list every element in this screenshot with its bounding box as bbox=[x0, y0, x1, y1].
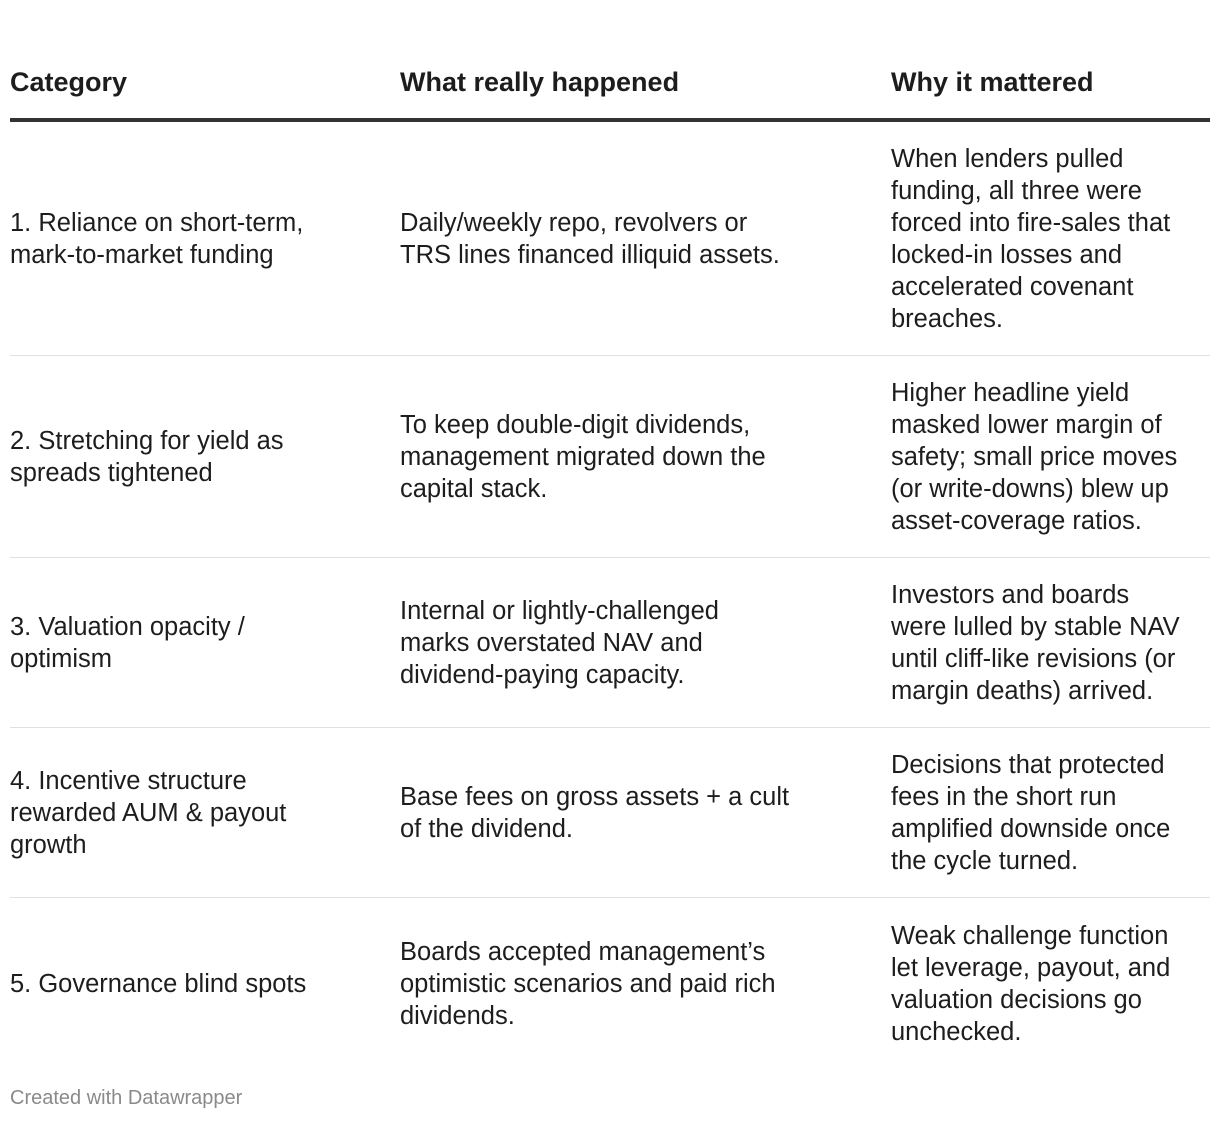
header-what-really-happened[interactable]: What really happened bbox=[400, 0, 891, 120]
table-header bbox=[10, 0, 1210, 120]
footer-credit[interactable]: Created with Datawrapper bbox=[10, 1087, 243, 1109]
cell-why bbox=[891, 120, 1210, 356]
table-row bbox=[10, 558, 1210, 728]
cell-line: dividends. bbox=[400, 1001, 515, 1030]
cell-why bbox=[891, 728, 1210, 898]
data-table bbox=[10, 0, 1210, 1069]
cell-line: mark-to-market funding bbox=[10, 240, 274, 269]
cell-what bbox=[400, 898, 891, 1070]
cell-line: (or write-downs) blew up bbox=[891, 474, 1169, 503]
cell-line: Daily/weekly repo, revolvers or bbox=[400, 208, 748, 237]
table-row bbox=[10, 356, 1210, 558]
cell-line: breaches. bbox=[891, 304, 1003, 333]
cell-line: optimistic scenarios and paid rich bbox=[400, 969, 776, 998]
cell-category bbox=[10, 898, 400, 1070]
table-body bbox=[10, 120, 1210, 1069]
cell-line: optimism bbox=[10, 644, 113, 673]
cell-line: were lulled by stable NAV bbox=[891, 612, 1180, 641]
cell-line: funding, all three were bbox=[891, 176, 1142, 205]
header-category[interactable]: Category bbox=[10, 0, 400, 120]
cell-line: forced into fire-sales that bbox=[891, 208, 1171, 237]
cell-line: valuation decisions go bbox=[891, 985, 1142, 1014]
cell-what bbox=[400, 728, 891, 898]
cell-line: management migrated down the bbox=[400, 442, 766, 471]
cell-category bbox=[10, 558, 400, 728]
cell-category bbox=[10, 356, 400, 558]
cell-line: until cliff-like revisions (or bbox=[891, 644, 1176, 673]
cell-line: 1. Reliance on short-term, bbox=[10, 208, 304, 237]
cell-category bbox=[10, 728, 400, 898]
table-row bbox=[10, 120, 1210, 356]
cell-line: rewarded AUM & payout bbox=[10, 798, 287, 827]
cell-line: capital stack. bbox=[400, 474, 548, 503]
cell-why bbox=[891, 558, 1210, 728]
cell-line: Weak challenge function bbox=[891, 921, 1169, 950]
cell-line: let leverage, payout, and bbox=[891, 953, 1171, 982]
cell-line: spreads tightened bbox=[10, 458, 213, 487]
cell-line: 5. Governance blind spots bbox=[10, 969, 307, 998]
cell-line: marks overstated NAV and bbox=[400, 628, 703, 657]
cell-line: Investors and boards bbox=[891, 580, 1130, 609]
cell-line: masked lower margin of bbox=[891, 410, 1162, 439]
cell-line: 4. Incentive structure bbox=[10, 766, 247, 795]
cell-line: To keep double-digit dividends, bbox=[400, 410, 751, 439]
cell-line: asset-coverage ratios. bbox=[891, 506, 1142, 535]
cell-line: accelerated covenant bbox=[891, 272, 1134, 301]
cell-line: margin deaths) arrived. bbox=[891, 676, 1154, 705]
table-container bbox=[10, 0, 1210, 1109]
cell-line: 2. Stretching for yield as bbox=[10, 426, 284, 455]
cell-what bbox=[400, 356, 891, 558]
cell-line: dividend-paying capacity. bbox=[400, 660, 685, 689]
cell-line: Base fees on gross assets + a cult bbox=[400, 782, 790, 811]
header-row bbox=[10, 0, 1210, 120]
cell-why bbox=[891, 356, 1210, 558]
cell-line: Boards accepted management’s bbox=[400, 937, 766, 966]
table-row bbox=[10, 728, 1210, 898]
cell-line: When lenders pulled bbox=[891, 144, 1124, 173]
cell-line: 3. Valuation opacity / bbox=[10, 612, 245, 641]
cell-line: amplified downside once bbox=[891, 814, 1171, 843]
cell-line: TRS lines financed illiquid assets. bbox=[400, 240, 780, 269]
cell-why bbox=[891, 898, 1210, 1070]
cell-category bbox=[10, 120, 400, 356]
cell-line: unchecked. bbox=[891, 1017, 1022, 1046]
cell-line: fees in the short run bbox=[891, 782, 1117, 811]
cell-line: locked-in losses and bbox=[891, 240, 1123, 269]
cell-line: of the dividend. bbox=[400, 814, 573, 843]
cell-line: Decisions that protected bbox=[891, 750, 1165, 779]
cell-line: Higher headline yield bbox=[891, 378, 1130, 407]
cell-line: Internal or lightly-challenged bbox=[400, 596, 719, 625]
cell-what bbox=[400, 558, 891, 728]
header-why-it-mattered[interactable]: Why it mattered bbox=[891, 0, 1210, 120]
cell-line: the cycle turned. bbox=[891, 846, 1079, 875]
cell-line: safety; small price moves bbox=[891, 442, 1178, 471]
table-row bbox=[10, 898, 1210, 1070]
cell-line: growth bbox=[10, 830, 87, 859]
cell-what bbox=[400, 120, 891, 356]
